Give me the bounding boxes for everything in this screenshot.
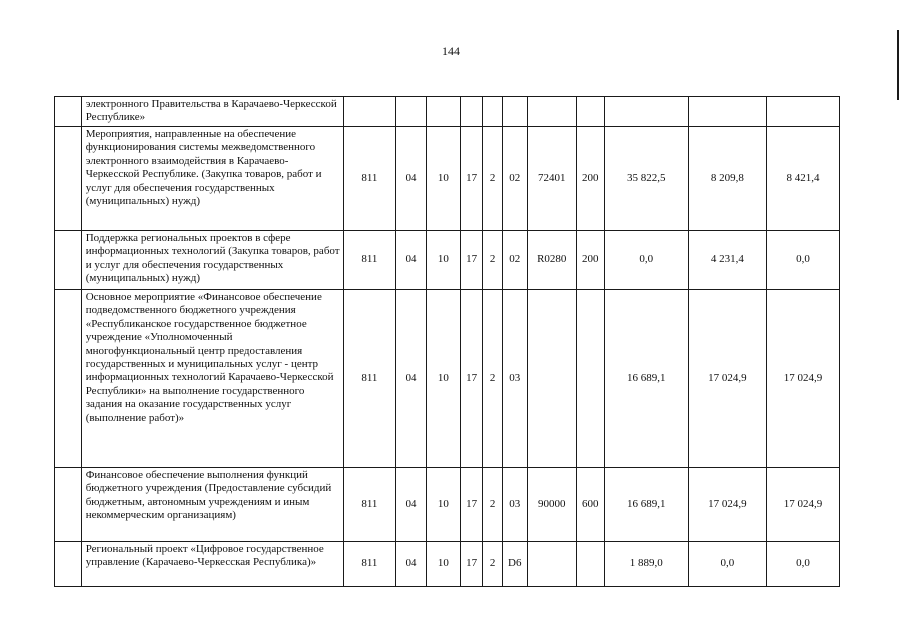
- amount-year-3-cell: 0,0: [766, 542, 839, 587]
- subprogram-cell: 2: [483, 290, 503, 468]
- row-name-cell: Мероприятия, направленные на обеспечение функционирования системы межведомственного электронного взаимодействия в Карачаево-Черкесской Республике. (Закупка товаров, работ и услуг для обеспечения государственных (муниципальных) нужд): [81, 127, 343, 231]
- table-row: [55, 542, 840, 587]
- amount-year-2-cell: 4 231,4: [688, 231, 766, 290]
- program-cell: 17: [460, 231, 483, 290]
- program-cell: [460, 97, 483, 127]
- program-cell: 17: [460, 468, 483, 542]
- program-cell: 17: [460, 127, 483, 231]
- row-index-cell: [55, 231, 82, 290]
- subprogram-cell: 2: [483, 468, 503, 542]
- event-code-cell: 03: [502, 468, 527, 542]
- amount-year-2-cell: 17 024,9: [688, 468, 766, 542]
- row-name-cell: Поддержка региональных проектов в сфере информационных технологий (Закупка товаров, работ и услуг для обеспечения государственных (муниципальных) нужд): [81, 231, 343, 290]
- program-cell: 17: [460, 542, 483, 587]
- amount-year-3-cell: 17 024,9: [766, 468, 839, 542]
- amount-year-1-cell: 0,0: [604, 231, 688, 290]
- subsection-cell: 10: [426, 231, 460, 290]
- subprogram-cell: 2: [483, 127, 503, 231]
- section-cell: 04: [396, 231, 427, 290]
- subsection-cell: 10: [426, 290, 460, 468]
- expense-type-cell: 200: [576, 127, 604, 231]
- amount-year-2-cell: 17 024,9: [688, 290, 766, 468]
- amount-year-3-cell: 0,0: [766, 231, 839, 290]
- section-cell: [396, 97, 427, 127]
- row-name-cell: Региональный проект «Цифровое государственное управление (Карачаево-Черкесская Республика)»: [81, 542, 343, 587]
- subsection-cell: 10: [426, 127, 460, 231]
- budget-table: [54, 96, 840, 587]
- expense-type-cell: [576, 542, 604, 587]
- expense-type-cell: [576, 97, 604, 127]
- row-index-cell: [55, 97, 82, 127]
- direction-code-cell: 72401: [527, 127, 576, 231]
- section-cell: 04: [396, 127, 427, 231]
- event-code-cell: D6: [502, 542, 527, 587]
- amount-year-2-cell: 8 209,8: [688, 127, 766, 231]
- row-name-cell: Основное мероприятие «Финансовое обеспечение подведомственного бюджетного учреждения «Республиканское государственное бюджетное учреждение «Уполномоченный многофункциональный центр предоставления государственных и муниципальных услуг - центр информационных технологий Карачаево-Черкесской Республики» на выполнение государственного задания на оказание государственных услуг (выполнение работ)»: [81, 290, 343, 468]
- subsection-cell: [426, 97, 460, 127]
- page-number: 144: [442, 44, 460, 58]
- scan-edge-mark: [897, 30, 899, 100]
- ministry-code-cell: 811: [343, 290, 395, 468]
- ministry-code-cell: 811: [343, 542, 395, 587]
- direction-code-cell: [527, 97, 576, 127]
- row-index-cell: [55, 290, 82, 468]
- subsection-cell: 10: [426, 542, 460, 587]
- amount-year-1-cell: 16 689,1: [604, 290, 688, 468]
- direction-code-cell: [527, 290, 576, 468]
- table-row: [55, 231, 840, 290]
- row-name-cell: Финансовое обеспечение выполнения функций бюджетного учреждения (Предоставление субсидий бюджетным, автономным учреждениям и иным некоммерческим организациям): [81, 468, 343, 542]
- subprogram-cell: 2: [483, 231, 503, 290]
- ministry-code-cell: [343, 97, 395, 127]
- event-code-cell: [502, 97, 527, 127]
- row-index-cell: [55, 127, 82, 231]
- table-row: [55, 290, 840, 468]
- program-cell: 17: [460, 290, 483, 468]
- expense-type-cell: [576, 290, 604, 468]
- amount-year-1-cell: 1 889,0: [604, 542, 688, 587]
- direction-code-cell: R0280: [527, 231, 576, 290]
- direction-code-cell: [527, 542, 576, 587]
- expense-type-cell: 200: [576, 231, 604, 290]
- amount-year-1-cell: 16 689,1: [604, 468, 688, 542]
- row-index-cell: [55, 468, 82, 542]
- direction-code-cell: 90000: [527, 468, 576, 542]
- table-row: [55, 97, 840, 127]
- ministry-code-cell: 811: [343, 127, 395, 231]
- section-cell: 04: [396, 290, 427, 468]
- table-body: [55, 97, 840, 587]
- event-code-cell: 03: [502, 290, 527, 468]
- amount-year-3-cell: 8 421,4: [766, 127, 839, 231]
- row-index-cell: [55, 542, 82, 587]
- amount-year-2-cell: [688, 97, 766, 127]
- section-cell: 04: [396, 468, 427, 542]
- ministry-code-cell: 811: [343, 468, 395, 542]
- expense-type-cell: 600: [576, 468, 604, 542]
- subprogram-cell: [483, 97, 503, 127]
- ministry-code-cell: 811: [343, 231, 395, 290]
- amount-year-2-cell: 0,0: [688, 542, 766, 587]
- row-name-cell: электронного Правительства в Карачаево-Черкесской Республике»: [81, 97, 343, 127]
- event-code-cell: 02: [502, 127, 527, 231]
- amount-year-3-cell: 17 024,9: [766, 290, 839, 468]
- amount-year-1-cell: 35 822,5: [604, 127, 688, 231]
- amount-year-3-cell: [766, 97, 839, 127]
- subprogram-cell: 2: [483, 542, 503, 587]
- table-row: [55, 127, 840, 231]
- subsection-cell: 10: [426, 468, 460, 542]
- amount-year-1-cell: [604, 97, 688, 127]
- section-cell: 04: [396, 542, 427, 587]
- table-row: [55, 468, 840, 542]
- event-code-cell: 02: [502, 231, 527, 290]
